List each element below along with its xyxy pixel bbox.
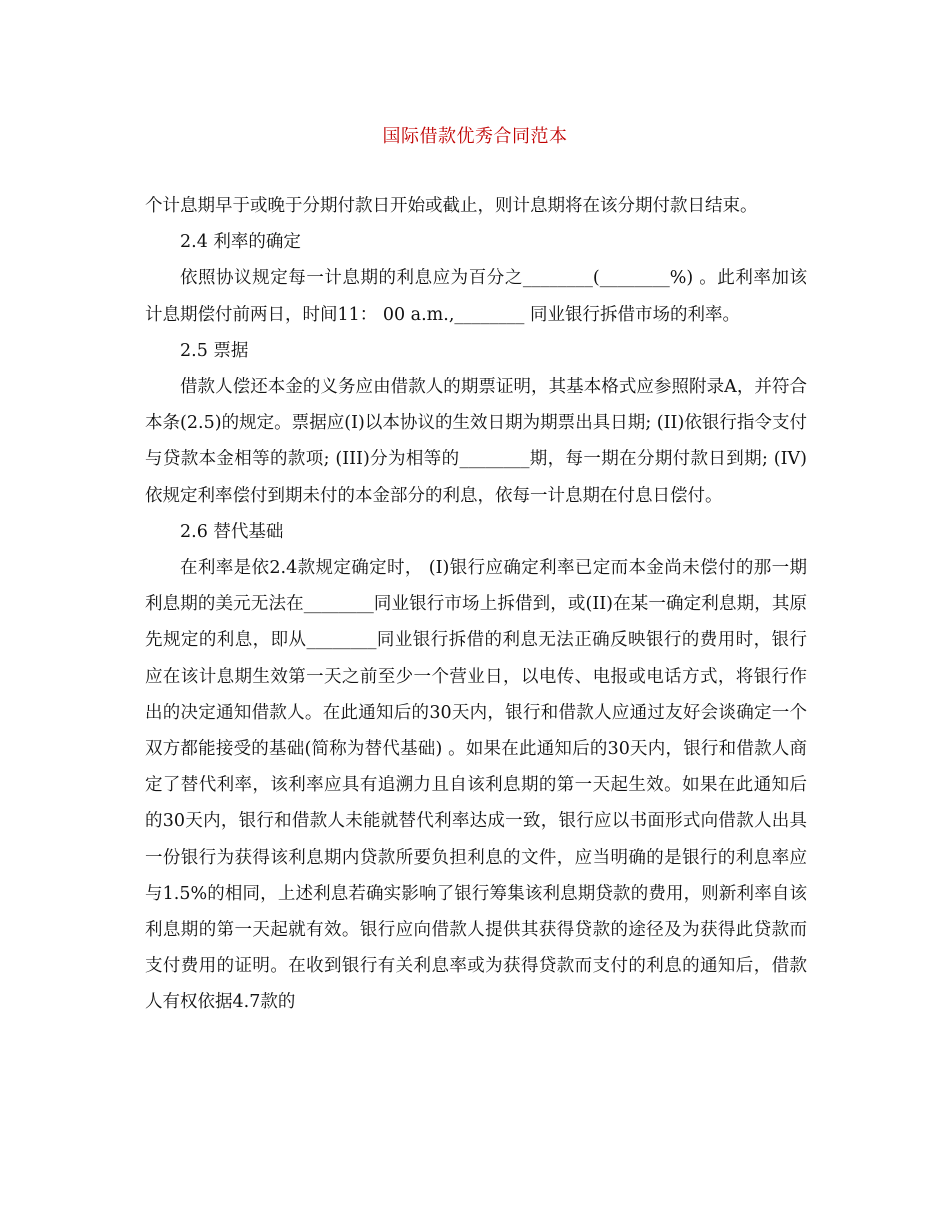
section-heading-2-5: 2.5 票据 <box>180 340 249 361</box>
section-heading-2-4: 2.4 利率的确定 <box>180 232 301 253</box>
paragraph-interest-rate: 依照协议规定每一计息期的利息应为百分之________(________%) 。此利率加该计息期偿付前两日，时间11： 00 a.m.,________ 同业银行拆借市场的利率。 <box>145 268 807 325</box>
paragraph-substitute-basis: 在利率是依2.4款规定确定时， (I)银行应确定利率已定而本金尚未偿付的那一期利息期的美元无法在________同业银行市场上拆借到，或(II)在某一确定利息期，其原先规定的利息，即从________同业银行拆借的利息无法正确反映银行的费用时，银行应在该计息期生效第一天之前至少一个营业日，以电传、电报或电话方式，将银行作出的决定通知借款人。在此通知后的30天内，银行和借款人应通过友好会谈确定一个双方都能接受的基础(简称为替代基础) 。如果在此通知后的30天内，银行和借款人商定了替代利率，该利率应具有追溯力且自该利息期的第一天起生效。如果在此通知后的30天内，银行和借款人未能就替代利率达成一致，银行应以书面形式向借款人出具一份银行为获得该利息期内贷款所要负担利息的文件，应当明确的是银行的利息率应与1.5%的相同，上述利息若确实影响了银行筹集该利息期贷款的费用，则新利率自该利息期的第一天起就有效。银行应向借款人提供其获得贷款的途径及为获得此贷款而支付费用的证明。在收到银行有关利息率或为获得贷款而支付的利息的通知后，借款人有权依据4.7款的 <box>145 558 807 1013</box>
section-heading-2-6: 2.6 替代基础 <box>180 521 284 542</box>
document-body <box>145 188 807 1021</box>
paragraph-promissory-note: 借款人偿还本金的义务应由借款人的期票证明，其基本格式应参照附录A，并符合本条(2.5)的规定。票据应(I)以本协议的生效日期为期票出具日期; (II)依银行指令支付与贷款本金相等的款项; (III)分为相等的________期，每一期在分期付款日到期; (IV)依规定利率偿付到期未付的本金部分的利息，依每一计息期在付息日偿付。 <box>145 377 807 506</box>
paragraph-continuation: 个计息期早于或晚于分期付款日开始或截止，则计息期将在该分期付款日结束。 <box>145 196 758 216</box>
document-title: 国际借款优秀合同范本 <box>382 126 568 147</box>
